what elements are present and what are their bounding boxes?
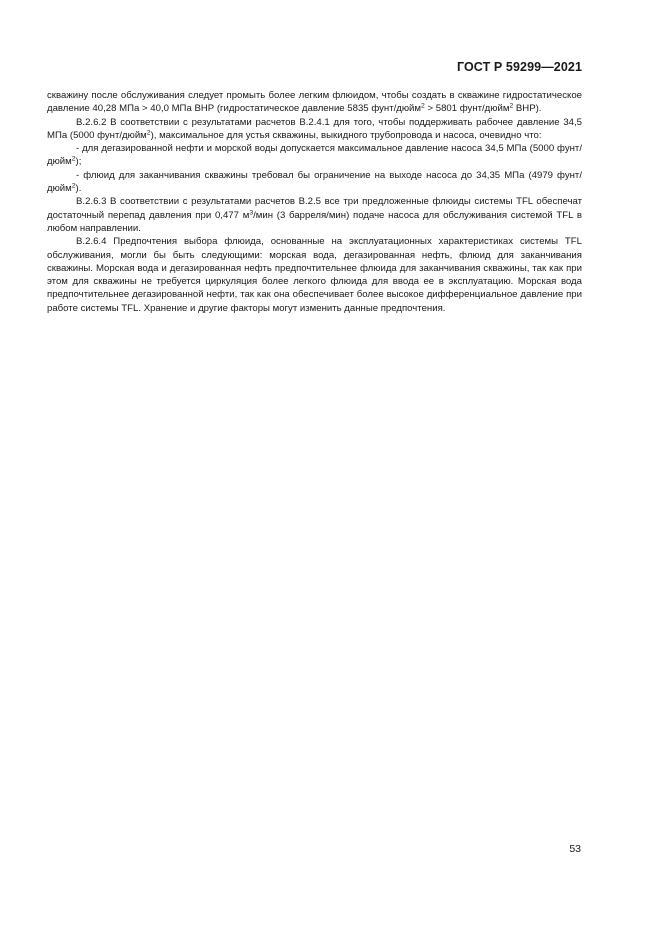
list-item-degassed-oil: - для дегазированной нефти и морской воды допускается максимальное давление насоса 34,5 МПа (5000 фунт/дюйм$^2$); bbox=[47, 143, 582, 168]
standard-designation: ГОСТ Р 59299—2021 bbox=[456, 60, 582, 74]
paragraph-b-2-6-2: В.2.6.2 В соответствии с результатами расчетов В.2.4.1 для того, чтобы поддерживать рабочее давление 34,5 МПа (5000 фунт/дюйм$^2$), максимальное для устья скважины, выкидного трубопровода и насоса, очевидно что: bbox=[47, 116, 582, 141]
paragraph-continuation: скважину после обслуживания следует промыть более легким флюидом, чтобы создать в скважине гидростатическое давление 40,28 МПа > 40,0 МПа ВНР (гидростатическое давление 5835 фунт/дюйм$^2$ > 5801 фунт/дюйм$^2$ ВНР). bbox=[47, 90, 582, 115]
page-number: 53 bbox=[569, 843, 581, 855]
paragraph-b-2-6-3: В.2.6.3 В соответствии с результатами расчетов В.2.5 все три предложенные флюиды системы TFL обеспечат достаточный перепад давления при 0,477 $м^3$/мин (3 барреля/мин) подаче насоса для обслуживания системой TFL в любом направлении. bbox=[47, 196, 582, 234]
body-text bbox=[47, 89, 582, 315]
list-item-completion-fluid: - флюид для заканчивания скважины требовал бы ограничение на выходе насоса до 34,35 МПа (4979 фунт/дюйм$^2$). bbox=[47, 169, 582, 195]
paragraph-b-2-6-4: В.2.6.4 Предпочтения выбора флюида, основанные на эксплуатационных характеристиках системы TFL обслуживания, могли бы быть следующими: морская вода, дегазированная нефть, флюид для заканчивания скважины. Морская вода и дегазированная нефть предпочтительнее флюида для заканчивания скважины, так как при этом для скважины не требуется циркуляция более легкого флюида для ввода ее в эксплуатацию. Морская вода предпочтительнее дегазированной нефти, так как она обеспечивает более высокое дифференциальное давление при работе системы TFL. Хранение и другие факторы могут изменить данные предпочтения. bbox=[47, 236, 582, 314]
